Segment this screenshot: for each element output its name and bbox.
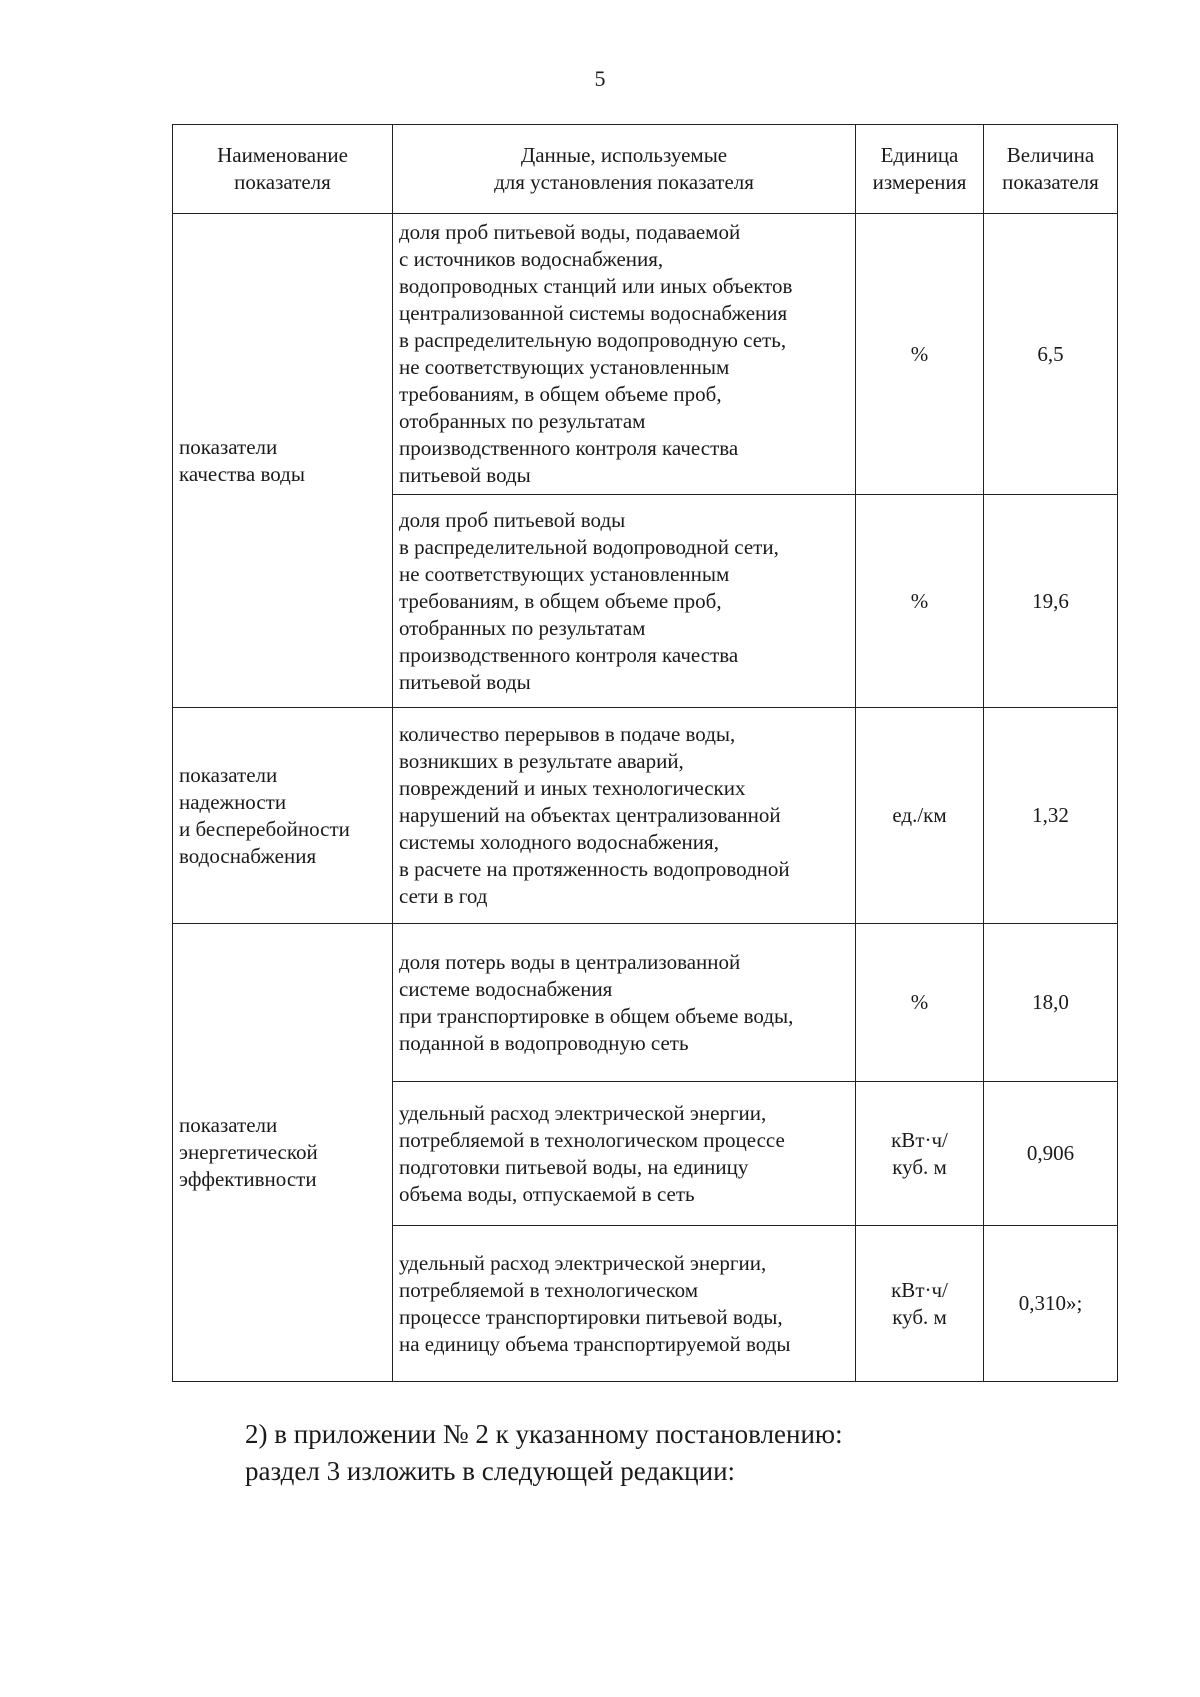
row-data-cell: доля проб питьевой воды, подаваемой с источников водоснабжения, водопроводных станций или иных объектов централизованной системы водоснабжения в распределительную водопроводную сеть, не соответствующих установленным требованиям, в общем объеме проб, отобранных по результатам производственного контроля качества питьевой воды (393, 214, 856, 495)
row-unit-cell: кВт·ч/ куб. м (856, 1226, 984, 1382)
row-unit-cell: % (856, 924, 984, 1082)
header-data-used: Данные, используемые для установления показателя (393, 125, 856, 214)
row-value-cell: 1,32 (984, 708, 1118, 924)
indicators-table (172, 124, 1118, 1382)
row-value-cell: 18,0 (984, 924, 1118, 1082)
row-data-cell: доля потерь воды в централизованной системе водоснабжения при транспортировке в общем объеме воды, поданной в водопроводную сеть (393, 924, 856, 1082)
row-value-cell: 6,5 (984, 214, 1118, 495)
table-header-row (173, 125, 1118, 214)
amendment-paragraph: 2) в приложении № 2 к указанному постановлению: раздел 3 изложить в следующей редакции: (245, 1419, 843, 1486)
row-unit-cell: кВт·ч/ куб. м (856, 1082, 984, 1226)
table-row (173, 924, 1118, 1082)
header-value: Величина показателя (984, 125, 1118, 214)
group-quality: показатели качества воды (173, 214, 393, 708)
group-reliability: показатели надежности и бесперебойности водоснабжения (173, 708, 393, 924)
row-unit-cell: ед./км (856, 708, 984, 924)
row-data-cell: удельный расход электрической энергии, потребляемой в технологическом процессе транспортировки питьевой воды, на единицу объема транспортируемой воды (393, 1226, 856, 1382)
row-data-cell: количество перерывов в подаче воды, возникших в результате аварий, повреждений и иных технологических нарушений на объектах централизованной системы холодного водоснабжения, в расчете на протяженность водопроводной сети в год (393, 708, 856, 924)
row-value-cell: 0,906 (984, 1082, 1118, 1226)
row-data-cell: доля проб питьевой воды в распределительной водопроводной сети, не соответствующих установленным требованиям, в общем объеме проб, отобранных по результатам производственного контроля качества питьевой воды (393, 495, 856, 708)
row-unit-cell: % (856, 495, 984, 708)
row-value-cell: 19,6 (984, 495, 1118, 708)
table-row (173, 708, 1118, 924)
header-indicator-name: Наименование показателя (173, 125, 393, 214)
row-value-cell: 0,310»; (984, 1226, 1118, 1382)
group-energy: показатели энергетической эффективности (173, 924, 393, 1382)
page-number: 5 (594, 66, 606, 91)
header-unit: Единица измерения (856, 125, 984, 214)
row-data-cell: удельный расход электрической энергии, потребляемой в технологическом процессе подготовки питьевой воды, на единицу объема воды, отпускаемой в сеть (393, 1082, 856, 1226)
row-unit-cell: % (856, 214, 984, 495)
table-row (173, 214, 1118, 495)
